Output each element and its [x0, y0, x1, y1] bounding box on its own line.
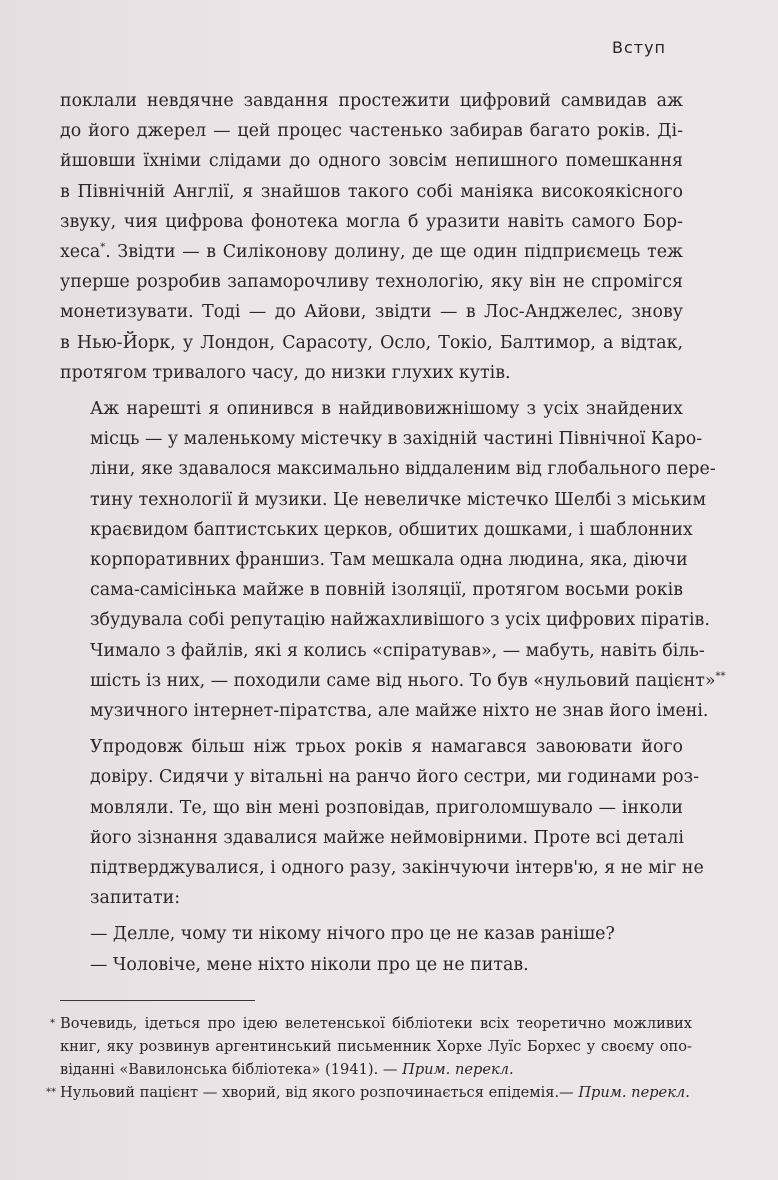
text-line: збудувала собі репутацію найжахливішого з усіх цифрових піратів. [90, 610, 710, 631]
text-line: йшовши їхніми слідами до одного зовсім непишного помешкання [60, 151, 683, 172]
running-header: Вступ [611, 38, 666, 57]
text-line: поклали невдячне завдання простежити цифровий самвидав аж [60, 91, 683, 111]
footnote-1 [50, 1012, 692, 1081]
footnote-2 [46, 1081, 692, 1104]
footnote-text: віданні «Вавилонська бібліотека» (1941). — [60, 1061, 398, 1078]
text-line: мовляли. Те, що він мені розповідав, приголомшувало — інколи [90, 797, 683, 818]
text-line: запитати: [90, 888, 181, 909]
footnote-line [60, 1081, 692, 1104]
text-line: сама-самісінька майже в повній ізоляції, протягом восьми років [90, 580, 683, 601]
dialogue-line-2 [60, 950, 683, 980]
text-line: Упродовж більш ніж трьох років я намагався завоювати його [90, 737, 683, 758]
line-text: шість із них, — походили саме від нього. То був «нульовий пацієнт» [90, 670, 716, 691]
line-start: хеса [60, 242, 101, 263]
footnotes [46, 1012, 692, 1104]
footnote-text: Нульовий пацієнт — хворий, від якого розпочинається епідемія.— [60, 1084, 574, 1101]
text-line: довіру. Сидячи у вітальні на ранчо його сестри, ми годинами роз- [90, 767, 699, 788]
line-rest: Звідти — в Силіконову долину, де ще один підприємець теж [117, 242, 683, 263]
text-line: уперше розробив запаморочливу технологію, яку він не спромігся [60, 272, 683, 293]
text-line-with-footnote: хеса*. Звідти — в Силіконову долину, де ще один підприємець теж [60, 242, 683, 263]
footnote-mark: ** [46, 1087, 56, 1098]
text-line: його зізнання здавалися майже неймовірними. Проте всі деталі [90, 827, 684, 848]
translator-note: Прим. перекл. [402, 1061, 514, 1078]
paragraph-3 [60, 732, 704, 913]
main-text [60, 86, 726, 980]
text-line: Аж нарешті я опинився в найдивовижнішому з усіх знайдених [90, 399, 683, 420]
text-line: корпоративних франшиз. Там мешкала одна людина, яка, діючи [90, 550, 688, 571]
text-line: ліни, яке здавалося максимально віддаленим від глобального пере- [90, 459, 716, 480]
text-line: до його джерел — цей процес частенько забирав багато років. Ді- [60, 121, 683, 142]
dialogue-line-1 [60, 919, 683, 949]
paragraph-1 [60, 86, 683, 388]
text-line: в Нью-Йорк, у Лондон, Сарасоту, Осло, Токіо, Балтимор, а відтак, [60, 332, 683, 353]
footnote-ref-2[interactable]: ** [715, 670, 726, 682]
paragraph-2 [60, 394, 726, 726]
text-line: протягом тривалого часу, до низки глухих кутів. [60, 362, 511, 383]
text-line: краєвидом баптистських церков, обшитих дошками, і шаблонних [90, 519, 693, 540]
text-line: підтверджувалися, і одного разу, закінчуючи інтерв'ю, я не міг не [90, 858, 704, 879]
translator-note: Прим. перекл. [578, 1084, 690, 1101]
text-line: Чимало з файлів, які я колись «спіратував», — мабуть, навіть біль- [90, 640, 705, 661]
footnote-divider [60, 1000, 255, 1001]
text-line: звуку, чия цифрова фонотека могла б уразити навіть самого Бор- [60, 211, 683, 232]
footnote-line [60, 1058, 692, 1081]
text-line: — Делле, чому ти нікому нічого про це не казав раніше? [90, 924, 615, 945]
text-line: монетизувати. Тоді — до Айови, звідти — в Лос-Анджелес, знову [60, 302, 683, 323]
footnote-mark: * [50, 1018, 55, 1029]
footnote-ref-1[interactable]: * [100, 242, 106, 254]
text-line: — Чоловіче, мене ніхто ніколи про це не питав. [90, 954, 529, 975]
text-line: в Північній Англії, я знайшов такого собі маніяка високоякісного [60, 181, 683, 202]
text-line: місць — у маленькому містечку в західній частині Північної Каро- [90, 429, 703, 450]
text-line: музичного інтернет-піратства, але майже ніхто не знав його імені. [90, 701, 709, 722]
footnote-line: Вочевидь, ідеться про ідею велетенської бібліотеки всіх теоретично можливих [60, 1015, 692, 1032]
text-line: тину технології й музики. Це невеличке містечко Шелбі з міським [90, 489, 707, 510]
text-line-with-footnote [60, 666, 726, 696]
footnote-line: книг, яку розвинув аргентинський письменник Хорхе Луїс Борхес у своєму опо- [60, 1038, 692, 1055]
